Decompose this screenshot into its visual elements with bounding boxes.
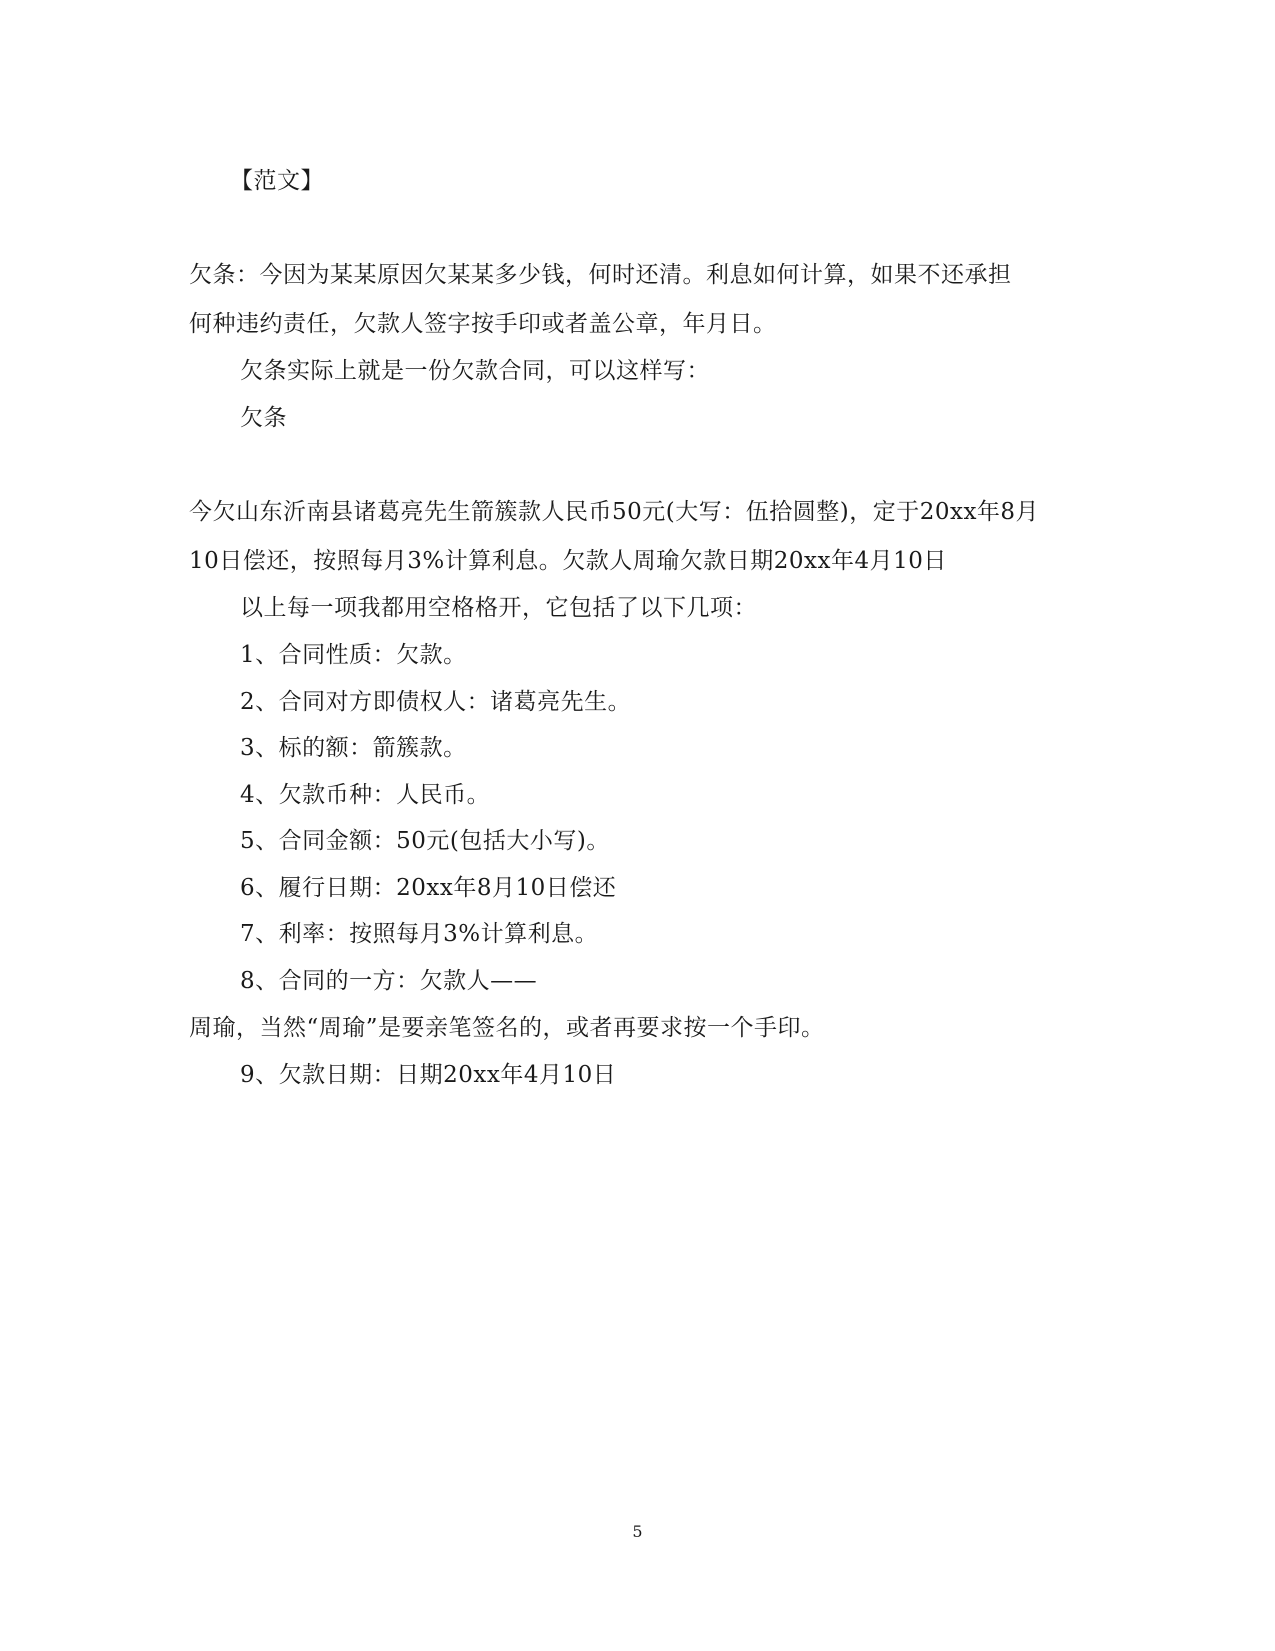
list-item: 7、利率：按照每月3%计算利息。 <box>240 921 599 947</box>
page-number: 5 <box>632 1522 643 1541</box>
explain-line: 以上每一项我都用空格格开，它包括了以下几项： <box>240 595 757 621</box>
list-item: 2、合同对方即债权人：诸葛亮先生。 <box>240 689 632 715</box>
section-heading: 【范文】 <box>230 168 324 194</box>
intro-line-1: 欠条：今因为某某原因欠某某多少钱，何时还清。利息如何计算，如果不还承担 <box>189 262 1012 288</box>
list-item: 6、履行日期：20xx年8月10日偿还 <box>240 875 617 901</box>
list-item: 9、欠款日期：日期20xx年4月10日 <box>240 1062 617 1088</box>
iou-body-line-2: 10日偿还，按照每月3%计算利息。欠款人周瑜欠款日期20xx年4月10日 <box>189 548 947 574</box>
list-item: 3、标的额：箭簇款。 <box>240 735 467 761</box>
intro-line-2: 何种违约责任，欠款人签字按手印或者盖公章，年月日。 <box>189 311 777 337</box>
list-item: 8、合同的一方：欠款人—— <box>240 968 538 994</box>
list-item: 1、合同性质：欠款。 <box>240 642 467 668</box>
list-item: 4、欠款币种：人民币。 <box>240 782 491 808</box>
iou-body-line-1: 今欠山东沂南县诸葛亮先生箭簇款人民币50元(大写：伍拾圆整)，定于20xx年8月 <box>189 499 1040 525</box>
list-item: 5、合同金额：50元(包括大小写)。 <box>240 828 610 854</box>
iou-title: 欠条 <box>240 405 287 431</box>
item8-continuation: 周瑜，当然“周瑜”是要亲笔签名的，或者再要求按一个手印。 <box>189 1015 825 1041</box>
intro-note: 欠条实际上就是一份欠款合同，可以这样写： <box>240 358 710 384</box>
